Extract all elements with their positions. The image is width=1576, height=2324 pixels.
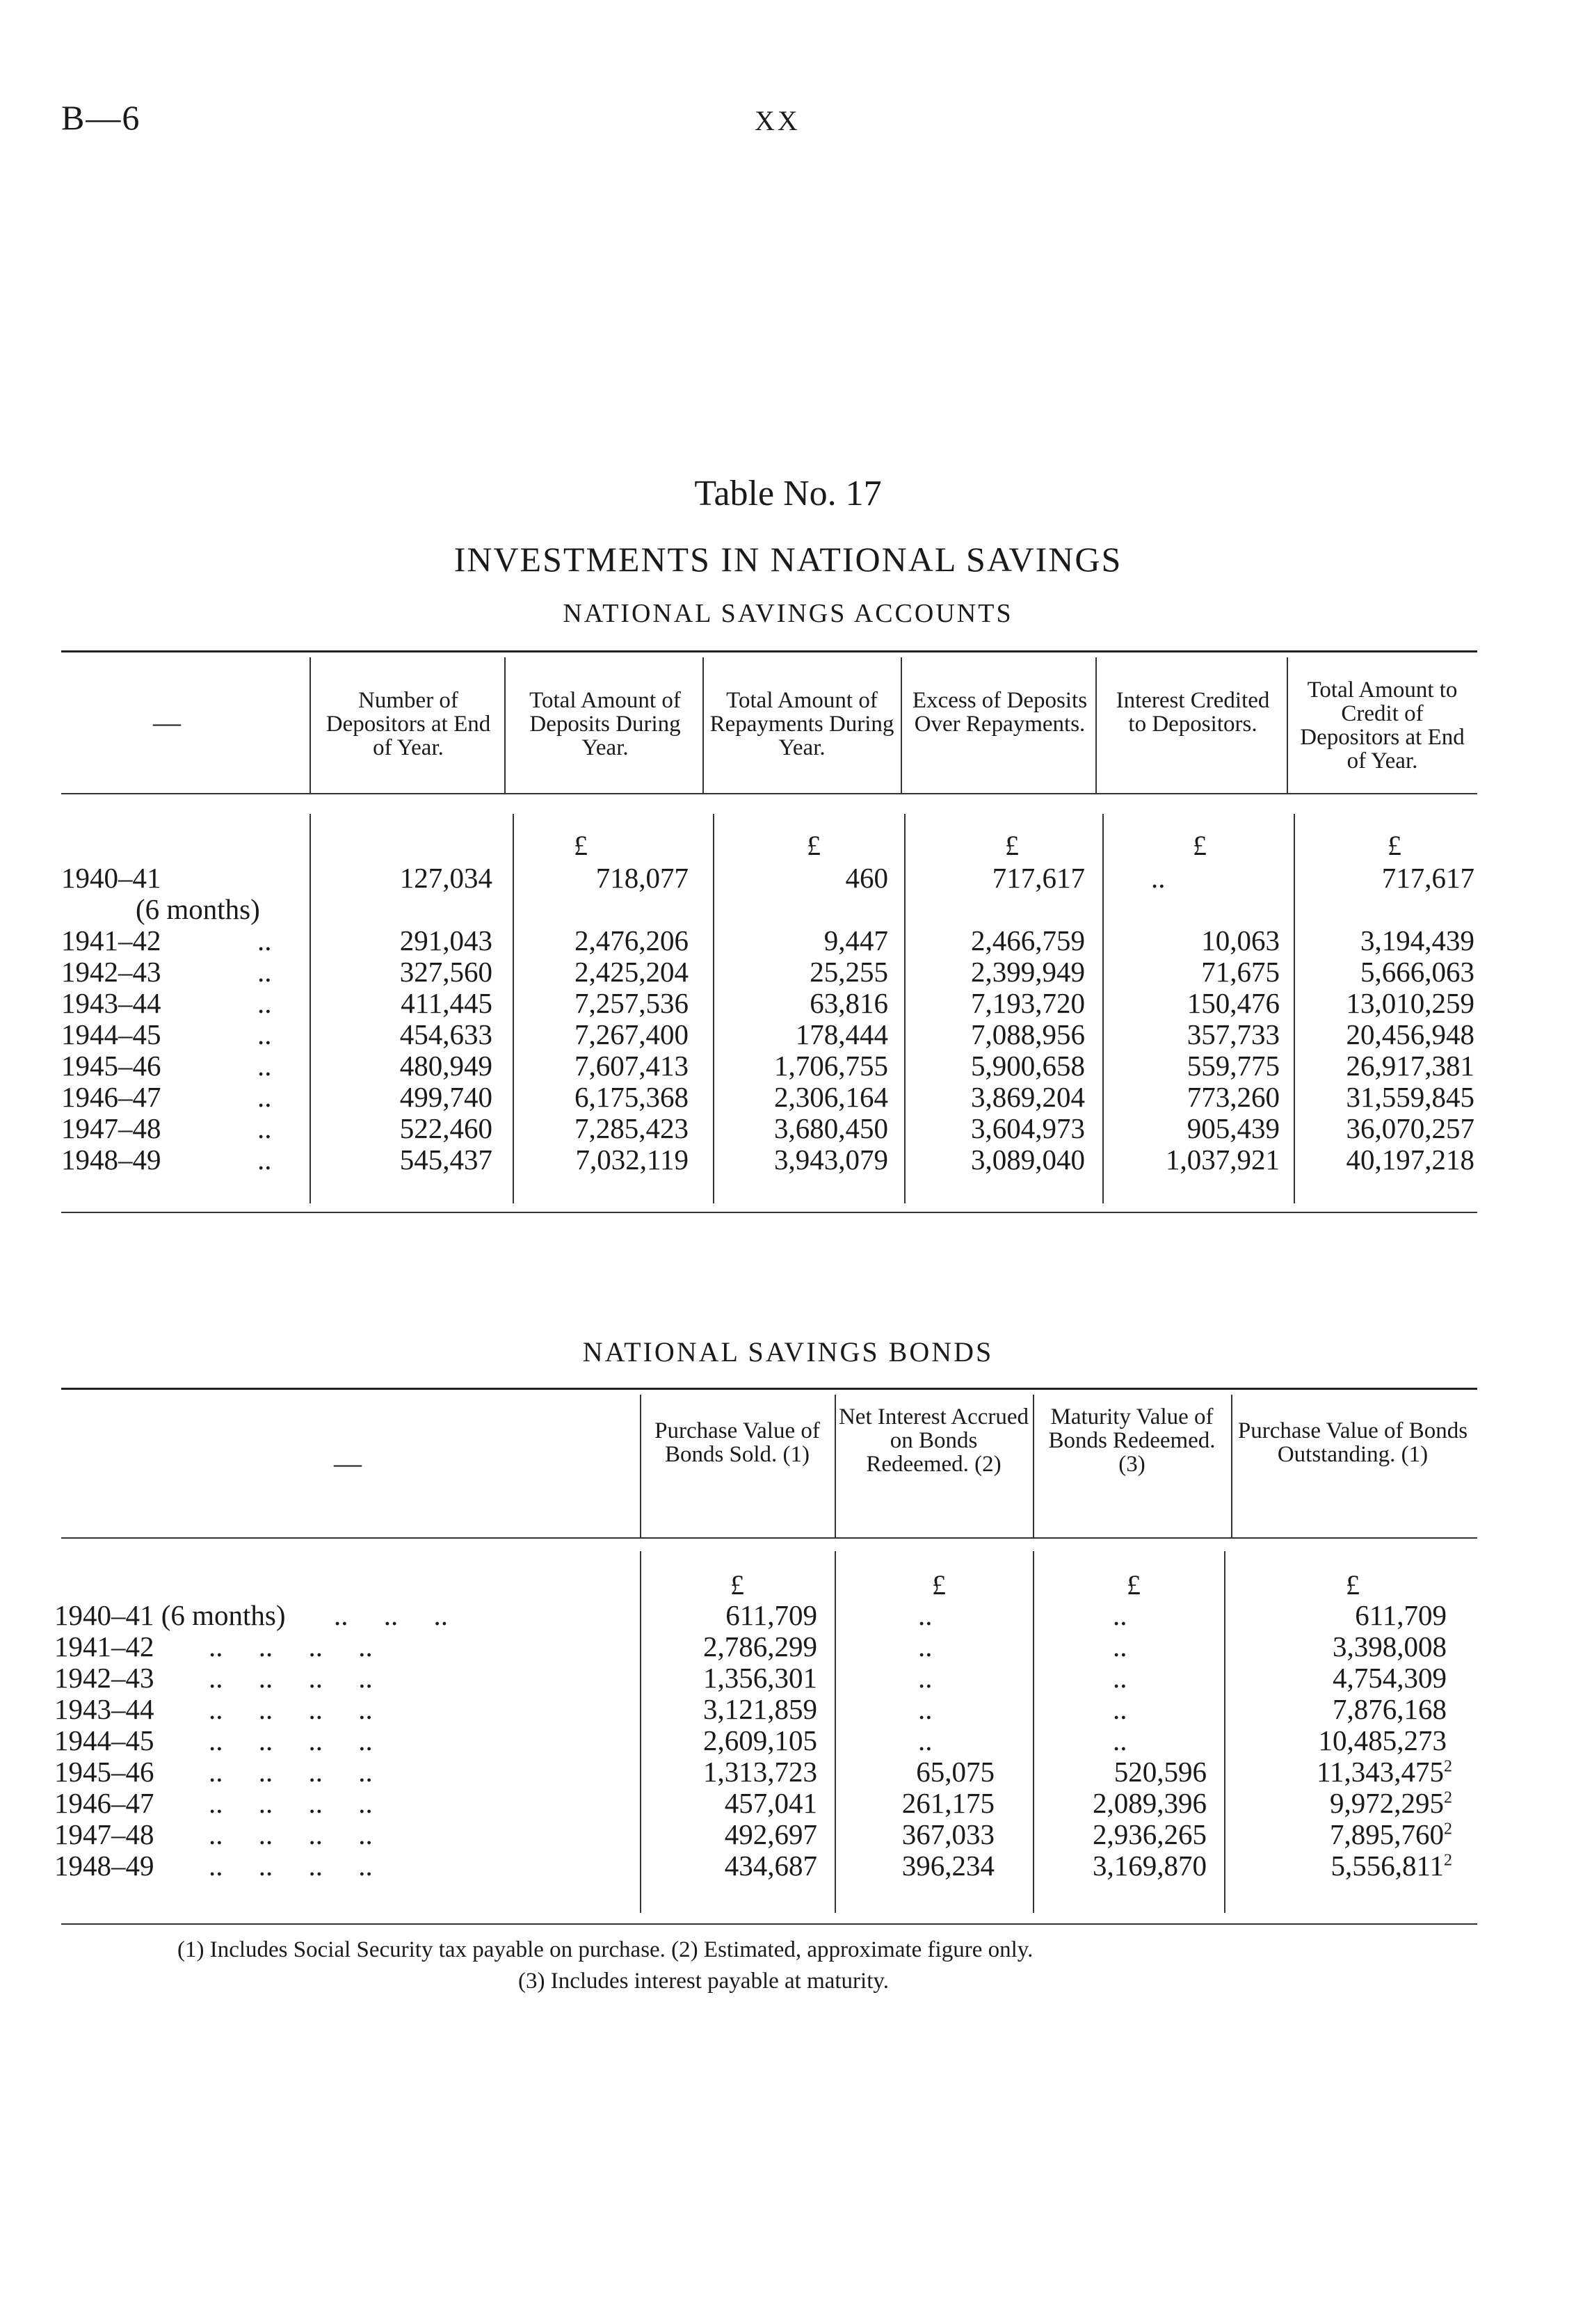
row-year: 1944–45 bbox=[61, 1018, 161, 1050]
cell-sold: 1,356,301 bbox=[703, 1662, 817, 1694]
cell-depositors: 411,445 bbox=[401, 987, 492, 1019]
row-year: 1947–48 bbox=[54, 1818, 154, 1850]
cell-repayments: 178,444 bbox=[795, 1018, 888, 1050]
cell-total: 20,456,948 bbox=[1346, 1018, 1474, 1050]
row-year: 1943–44 bbox=[61, 987, 161, 1019]
cell-deposits: 7,267,400 bbox=[574, 1018, 689, 1050]
cell-maturity: .. bbox=[1113, 1630, 1127, 1662]
cell-interest: 10,063 bbox=[1201, 924, 1280, 956]
cell-excess: 717,617 bbox=[992, 862, 1085, 894]
row-year: 1942–43 bbox=[54, 1662, 154, 1694]
cell-outstanding: 10,485,273 bbox=[1318, 1724, 1447, 1756]
cell-sold: 457,041 bbox=[724, 1787, 817, 1819]
cell-total: 36,070,257 bbox=[1346, 1112, 1474, 1144]
row-year: 1940–41 bbox=[61, 862, 161, 894]
cell-excess: 2,399,949 bbox=[971, 956, 1085, 988]
cell-repayments: 1,706,755 bbox=[774, 1050, 888, 1082]
cell-interest: 1,037,921 bbox=[1166, 1144, 1280, 1176]
bonds-col-divider bbox=[1033, 1395, 1034, 1537]
cell-depositors: 499,740 bbox=[399, 1081, 492, 1113]
footnote: (1) Includes Social Security tax payable on purchase. (2) Estimated, approximate figure only. bbox=[177, 1937, 1034, 1962]
cell-interest: 367,033 bbox=[901, 1818, 995, 1850]
cell-sold: 434,687 bbox=[724, 1850, 817, 1882]
footnote-marker: 2 bbox=[1444, 1851, 1452, 1870]
accounts-header-stub: — bbox=[153, 707, 181, 738]
row-year: 1947–48 bbox=[61, 1112, 161, 1144]
row-year: 1940–41 (6 months) bbox=[54, 1599, 286, 1631]
cell-maturity: .. bbox=[1113, 1599, 1127, 1631]
row-period-note: (6 months) bbox=[136, 893, 260, 925]
cell-depositors: 522,460 bbox=[399, 1112, 492, 1144]
cell-deposits: 6,175,368 bbox=[574, 1081, 689, 1113]
cell-deposits: 7,285,423 bbox=[574, 1112, 689, 1144]
accounts-col-divider bbox=[309, 657, 311, 793]
cell-outstanding: 5,556,811$^2$ bbox=[1330, 1850, 1452, 1882]
accounts-header-total: Total Amount to Credit of Depositors at End of Year. bbox=[1300, 678, 1465, 774]
row-leader-dots: .. .. .. .. bbox=[209, 1724, 373, 1756]
row-leader-dots: .. .. .. .. bbox=[209, 1693, 373, 1725]
cell-interest: 773,260 bbox=[1187, 1081, 1280, 1113]
cell-total: 40,197,218 bbox=[1346, 1144, 1474, 1176]
cell-depositors: 545,437 bbox=[399, 1144, 492, 1176]
accounts-col-divider bbox=[702, 657, 704, 793]
accounts-col-divider bbox=[1287, 657, 1288, 793]
cell-outstanding: 7,876,168 bbox=[1333, 1693, 1447, 1725]
cell-excess: 3,089,040 bbox=[971, 1144, 1085, 1176]
row-year: 1943–44 bbox=[54, 1693, 154, 1725]
cell-outstanding: 611,709 bbox=[1355, 1599, 1447, 1631]
footnote: (3) Includes interest payable at maturity. bbox=[518, 1969, 889, 1994]
bonds-col-divider bbox=[835, 1395, 836, 1537]
currency-unit: £ bbox=[574, 830, 588, 861]
currency-unit: £ bbox=[1193, 830, 1207, 861]
cell-depositors: 454,633 bbox=[399, 1018, 492, 1050]
row-leader-dots: .. .. .. .. bbox=[209, 1662, 373, 1694]
cell-deposits: 2,476,206 bbox=[574, 924, 689, 956]
page-reference: B—6 bbox=[61, 98, 141, 137]
cell-deposits: 2,425,204 bbox=[574, 956, 689, 988]
row-leader-dots: .. .. .. .. bbox=[209, 1818, 373, 1850]
cell-interest: .. bbox=[918, 1599, 933, 1631]
row-leader-dots: .. .. .. .. bbox=[209, 1630, 373, 1662]
cell-maturity: .. bbox=[1113, 1662, 1127, 1694]
cell-depositors: 327,560 bbox=[399, 956, 492, 988]
cell-deposits: 7,257,536 bbox=[574, 987, 689, 1019]
cell-excess: 2,466,759 bbox=[971, 924, 1085, 956]
cell-total: 5,666,063 bbox=[1360, 956, 1474, 988]
row-leader-dots: .. bbox=[257, 1112, 272, 1144]
row-year: 1941–42 bbox=[54, 1630, 154, 1662]
bonds-header-interest: Net Interest Accrued on Bonds Redeemed. (2) bbox=[838, 1404, 1029, 1477]
cell-sold: 1,313,723 bbox=[703, 1756, 817, 1788]
accounts-header-rule bbox=[61, 793, 1477, 794]
cell-excess: 7,088,956 bbox=[971, 1018, 1085, 1050]
cell-repayments: 2,306,164 bbox=[774, 1081, 888, 1113]
cell-interest: .. bbox=[918, 1693, 933, 1725]
row-leader-dots: .. .. .. .. bbox=[209, 1756, 373, 1788]
row-year: 1945–46 bbox=[61, 1050, 161, 1082]
row-leader-dots: .. bbox=[257, 1081, 272, 1113]
cell-sold: 2,609,105 bbox=[703, 1724, 817, 1756]
cell-interest: 559,775 bbox=[1187, 1050, 1280, 1082]
cell-interest: .. bbox=[918, 1630, 933, 1662]
cell-sold: 2,786,299 bbox=[703, 1630, 817, 1662]
row-leader-dots: .. .. .. .. bbox=[209, 1787, 373, 1819]
cell-maturity: 520,596 bbox=[1113, 1756, 1207, 1788]
bonds-header-maturity: Maturity Value of Bonds Redeemed. (3) bbox=[1048, 1404, 1216, 1477]
cell-depositors: 480,949 bbox=[399, 1050, 492, 1082]
page-number: XX bbox=[755, 105, 801, 136]
bonds-header-sold: Purchase Value of Bonds Sold. (1) bbox=[654, 1418, 820, 1467]
cell-depositors: 291,043 bbox=[399, 924, 492, 956]
cell-total: 717,617 bbox=[1381, 862, 1474, 894]
cell-interest: .. bbox=[918, 1724, 933, 1756]
cell-excess: 5,900,658 bbox=[971, 1050, 1085, 1082]
cell-total: 13,010,259 bbox=[1346, 987, 1474, 1019]
accounts-header-excess: Excess of Deposits Over Repayments. bbox=[912, 688, 1088, 737]
cell-total: 3,194,439 bbox=[1360, 924, 1474, 956]
accounts-col-divider bbox=[1095, 657, 1097, 793]
cell-excess: 3,869,204 bbox=[971, 1081, 1085, 1113]
bonds-top-rule bbox=[61, 1388, 1477, 1390]
currency-unit: £ bbox=[932, 1569, 946, 1601]
cell-maturity: .. bbox=[1113, 1724, 1127, 1756]
currency-unit: £ bbox=[730, 1569, 744, 1601]
row-year: 1941–42 bbox=[61, 924, 161, 956]
footnote-marker: 2 bbox=[1444, 1820, 1452, 1838]
row-year: 1944–45 bbox=[54, 1724, 154, 1756]
row-leader-dots: .. bbox=[257, 987, 272, 1019]
currency-unit: £ bbox=[1127, 1569, 1141, 1601]
cell-interest: 261,175 bbox=[901, 1787, 995, 1819]
cell-interest: 71,675 bbox=[1201, 956, 1280, 988]
row-leader-dots: .. .. .. bbox=[334, 1599, 448, 1631]
accounts-header-repayments: Total Amount of Repayments During Year. bbox=[709, 688, 894, 760]
bonds-col-divider bbox=[640, 1395, 641, 1537]
cell-outstanding: 11,343,475$^2$ bbox=[1317, 1756, 1452, 1788]
accounts-header-depositors: Number of Depositors at End of Year. bbox=[325, 688, 491, 760]
cell-repayments: 25,255 bbox=[810, 956, 888, 988]
currency-unit: £ bbox=[1005, 830, 1019, 861]
bonds-header-stub: — bbox=[334, 1448, 362, 1479]
row-leader-dots: .. bbox=[257, 956, 272, 988]
bonds-bottom-rule bbox=[61, 1923, 1477, 1925]
row-leader-dots: .. bbox=[257, 1018, 272, 1050]
page-title: INVESTMENTS IN NATIONAL SAVINGS bbox=[453, 540, 1123, 579]
footnote-marker: 2 bbox=[1444, 1757, 1452, 1776]
row-leader-dots: .. bbox=[257, 924, 272, 956]
cell-maturity: 2,936,265 bbox=[1093, 1818, 1207, 1850]
bonds-col-divider bbox=[1231, 1395, 1232, 1537]
cell-outstanding: 9,972,295$^2$ bbox=[1330, 1787, 1452, 1819]
cell-total: 31,559,845 bbox=[1346, 1081, 1474, 1113]
cell-total: 26,917,381 bbox=[1346, 1050, 1474, 1082]
cell-repayments: 3,680,450 bbox=[774, 1112, 888, 1144]
accounts-col-divider bbox=[901, 657, 902, 793]
accounts-header-interest: Interest Credited to Depositors. bbox=[1116, 688, 1270, 737]
cell-maturity: 2,089,396 bbox=[1093, 1787, 1207, 1819]
accounts-title: NATIONAL SAVINGS ACCOUNTS bbox=[563, 599, 1013, 628]
cell-maturity: .. bbox=[1113, 1693, 1127, 1725]
cell-interest: 357,733 bbox=[1187, 1018, 1280, 1050]
cell-interest: 396,234 bbox=[901, 1850, 995, 1882]
cell-outstanding: 3,398,008 bbox=[1333, 1630, 1447, 1662]
row-year: 1946–47 bbox=[61, 1081, 161, 1113]
cell-sold: 3,121,859 bbox=[703, 1693, 817, 1725]
cell-interest: 905,439 bbox=[1187, 1112, 1280, 1144]
row-leader-dots: .. .. .. .. bbox=[209, 1850, 373, 1882]
cell-outstanding: 4,754,309 bbox=[1333, 1662, 1447, 1694]
accounts-header-deposits: Total Amount of Deposits During Year. bbox=[529, 688, 681, 760]
currency-unit: £ bbox=[1388, 830, 1401, 861]
cell-excess: 3,604,973 bbox=[971, 1112, 1085, 1144]
cell-repayments: 3,943,079 bbox=[774, 1144, 888, 1176]
accounts-bottom-rule bbox=[61, 1212, 1477, 1213]
cell-deposits: 7,032,119 bbox=[575, 1144, 689, 1176]
cell-sold: 492,697 bbox=[724, 1818, 817, 1850]
row-leader-dots: .. bbox=[257, 1050, 272, 1082]
accounts-col-divider bbox=[504, 657, 506, 793]
cell-interest: .. bbox=[918, 1662, 933, 1694]
bonds-title: NATIONAL SAVINGS BONDS bbox=[582, 1336, 994, 1368]
accounts-top-rule bbox=[61, 650, 1477, 652]
cell-depositors: 127,034 bbox=[399, 862, 492, 894]
row-year: 1946–47 bbox=[54, 1787, 154, 1819]
cell-deposits: 7,607,413 bbox=[574, 1050, 689, 1082]
cell-interest: .. bbox=[1151, 862, 1166, 894]
footnote-marker: 2 bbox=[1444, 1788, 1452, 1807]
row-year: 1948–49 bbox=[61, 1144, 161, 1176]
row-year: 1948–49 bbox=[54, 1850, 154, 1882]
bonds-header-outstanding: Purchase Value of Bonds Outstanding. (1) bbox=[1237, 1418, 1468, 1467]
cell-sold: 611,709 bbox=[725, 1599, 817, 1631]
currency-unit: £ bbox=[1346, 1569, 1360, 1601]
bonds-header-rule bbox=[61, 1537, 1477, 1539]
cell-interest: 150,476 bbox=[1187, 987, 1280, 1019]
cell-deposits: 718,077 bbox=[595, 862, 689, 894]
row-year: 1945–46 bbox=[54, 1756, 154, 1788]
cell-repayments: 63,816 bbox=[810, 987, 888, 1019]
cell-repayments: 460 bbox=[845, 862, 888, 894]
row-year: 1942–43 bbox=[61, 956, 161, 988]
cell-interest: 65,075 bbox=[916, 1756, 995, 1788]
cell-outstanding: 7,895,760$^2$ bbox=[1330, 1818, 1452, 1850]
table-number: Table No. 17 bbox=[694, 474, 882, 513]
cell-repayments: 9,447 bbox=[823, 924, 888, 956]
row-leader-dots: .. bbox=[257, 1144, 272, 1176]
cell-excess: 7,193,720 bbox=[971, 987, 1085, 1019]
currency-unit: £ bbox=[807, 830, 821, 861]
cell-maturity: 3,169,870 bbox=[1093, 1850, 1207, 1882]
